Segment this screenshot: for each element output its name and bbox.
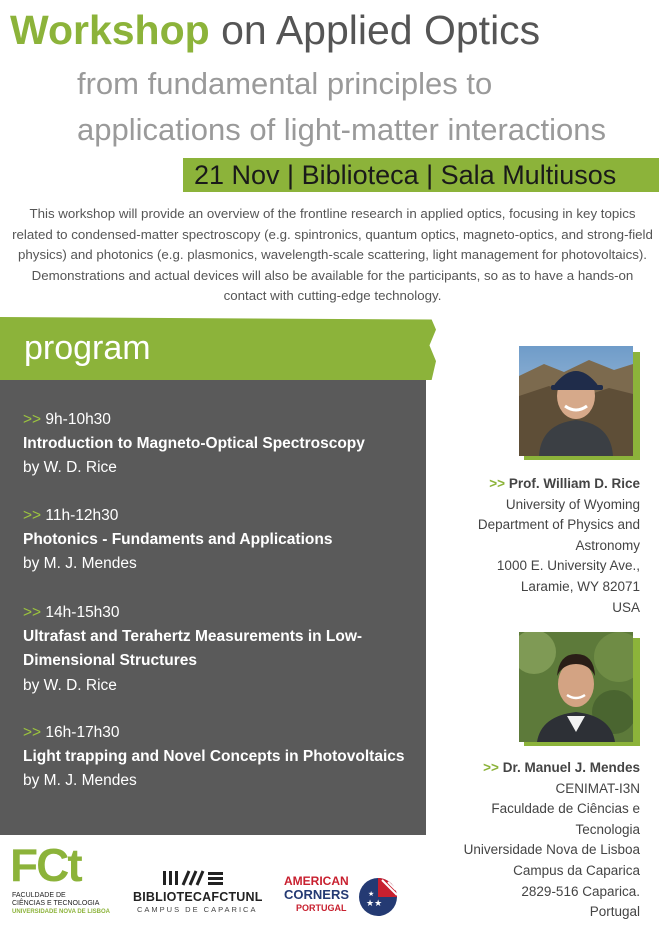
biblioteca-name: BIBLIOTECAFCTUNL [133,890,263,904]
speaker-line: Campus da Caparica [513,862,640,878]
session-3 [23,601,418,698]
speaker-line: USA [612,599,640,615]
fct-line-3: UNIVERSIDADE NOVA DE LISBOA [12,909,111,915]
session-time: 9h-10h30 [45,411,111,428]
arrow-icon: >> [23,507,42,524]
session-2 [23,504,418,577]
subtitle-line-2: applications of light-matter interactions [77,112,606,147]
arrow-icon: >> [23,724,42,741]
biblioteca-logo [133,870,261,918]
session-speaker: by W. D. Rice [23,459,117,477]
fct-letters: FCt [10,839,81,891]
flag-star-icon [358,876,398,918]
session-speaker: by M. J. Mendes [23,772,137,790]
speaker-line: CENIMAT-I3N [555,780,640,796]
speaker-line: Department of Physics and [477,517,640,533]
session-title: Introduction to Magneto-Optical Spectroscopy [23,435,365,453]
program-label: program [24,329,151,367]
speaker-line: Universidade Nova de Lisboa [463,842,640,858]
page-title [10,6,540,54]
title-highlight: Workshop [10,7,210,53]
biblioteca-sub: CAMPUS DE CAPARICA [137,905,258,914]
logos-strip [0,836,426,925]
biblioteca-mark-icon [163,870,225,886]
date-venue-text: 21 Nov | Biblioteca | Sala Multiusos [194,160,617,190]
american-line-2: CORNERS [284,887,350,902]
speaker-line: 1000 E. University Ave., [496,558,640,574]
svg-text:★: ★ [368,890,375,898]
speaker-photo-mendes [519,632,633,742]
american-line-3: PORTUGAL [296,903,347,913]
session-title: Photonics - Fundaments and Applications [23,531,333,549]
speaker-line: Astronomy [575,537,640,553]
intro-paragraph: This workshop will provide an overview of the frontline research in applied optics, focusing in key topics related to condensed-matter spectroscopy (e.g. spintronics, quantum optics, magneto-optics, and strong-field physics) and photonics (e.g. plasmonics, wavelength-scale scattering, light management for photovoltaics). Demonstrations and actual devices will also be available for the participants, so as to have a hands-on contact with cutting-edge technology. [12,206,653,303]
american-line-1: AMERICAN [284,874,349,888]
arrow-icon: >> [23,411,42,428]
speaker-line: 2829-516 Caparica. [521,883,640,899]
session-1 [23,408,418,481]
session-time: 16h-17h30 [45,724,120,741]
session-title: Ultrafast and Terahertz Measurements in Low-Dimensional Structures [23,628,363,670]
session-time: 14h-15h30 [45,604,120,621]
title-rest: on Applied Optics [209,7,541,53]
fct-line-2: CIÊNCIAS E TECNOLOGIA [12,900,100,907]
arrow-icon: >> [483,760,499,775]
speaker-photo-rice [519,346,633,456]
arrow-icon: >> [23,604,42,621]
speaker-line: Laramie, WY 82071 [520,578,640,594]
session-4 [23,721,418,794]
speaker-info-mendes [420,758,640,923]
fct-logo [10,839,111,922]
session-speaker: by M. J. Mendes [23,555,137,573]
session-speaker: by W. D. Rice [23,676,117,694]
session-title: Light trapping and Novel Concepts in Photovoltaics [23,748,405,766]
american-corners-logo [284,874,404,920]
speaker-name: Prof. William D. Rice [508,476,640,491]
speaker-info-rice [420,474,640,618]
svg-text:★★: ★★ [366,899,383,909]
fct-line-1: FACULDADE DE [12,892,66,899]
session-time: 11h-12h30 [45,507,119,524]
speaker-line: Portugal [589,904,640,920]
speaker-name: Dr. Manuel J. Mendes [502,760,640,775]
speaker-line: University of Wyoming [505,496,640,512]
speaker-line: Faculdade de Ciências e [491,801,640,817]
arrow-icon: >> [489,476,506,491]
speaker-line: Tecnologia [575,821,640,837]
subtitle-line-1: from fundamental principles to [77,66,493,101]
